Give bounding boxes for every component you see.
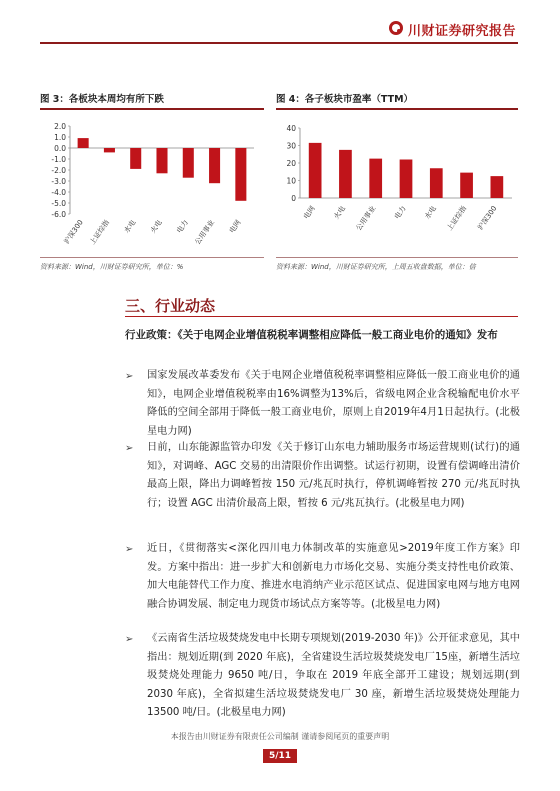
footer-disclaimer: 本报告由川财证券有限责任公司编制 谨请参阅尾页的重要声明 — [170, 732, 390, 741]
figure4-source: 资料来源：Wind，川财证券研究所，上周五收盘数据，单位：倍 — [276, 263, 476, 271]
x-tick-label: 火电 — [149, 218, 164, 235]
bar — [400, 160, 413, 199]
bar — [209, 148, 220, 183]
figure4-top-rule — [276, 108, 518, 110]
x-tick-label: 上证综指 — [88, 218, 112, 247]
x-tick-label: 沪深300 — [476, 204, 499, 232]
header-brand: 川财证券研究报告 — [408, 24, 517, 39]
figure4-bottom-rule — [276, 257, 518, 258]
bar — [183, 148, 194, 178]
bar — [156, 148, 167, 173]
figure3-bottom-rule — [40, 257, 264, 258]
y-tick-label: 10 — [286, 176, 296, 186]
page-number: 5/11 — [263, 749, 297, 763]
y-tick-label: -5.0 — [51, 199, 66, 208]
x-tick-label: 电网 — [227, 218, 243, 235]
bullet-item-4: 《云南省生活垃圾焚烧发电中长期专项规划(2019-2030 年)》公开征求意见，其中指出：规划近期(到 2020 年底)，全省建设生活垃圾焚烧发电厂15座，新增生活垃圾焚烧处理能力 9650 吨/日，争取在 2019 年底全部开工建设；规划远期(到 2030 年底)，全省拟建生活垃圾焚烧发电厂 30 座，新增生活垃圾焚烧处理能力 13500 吨/日。(北极星电力网) — [147, 633, 520, 718]
x-tick-label: 电力 — [175, 218, 190, 235]
x-tick-label: 公用事业 — [193, 218, 217, 247]
figure3-chart — [40, 112, 264, 254]
header-rule — [40, 42, 518, 44]
section-title: 三、行业动态 — [125, 297, 216, 315]
y-tick-label: -4.0 — [51, 188, 66, 197]
y-tick-label: 0 — [291, 194, 296, 203]
bar — [460, 173, 473, 198]
bar — [78, 138, 89, 148]
bar — [339, 150, 352, 198]
bar — [369, 159, 382, 198]
y-tick-label: -2.0 — [51, 166, 66, 175]
bullet-arrow-icon: ➢ — [125, 634, 134, 645]
figure3-source: 资料来源：Wind，川财证券研究所，单位：% — [40, 263, 184, 271]
bullet-item-2: 日前，山东能源监管办印发《关于修订山东电力辅助服务市场运营规则(试行)的通知》，对调峰、AGC 交易的出清限价作出调整。试运行初期，设置有偿调峰出清价最高上限，降出力调峰暂按 150 元/兆瓦时执行，停机调峰暂按 270 元/兆瓦时执行；设置 AGC 出清价最高上限，暂按 6 元/兆瓦执行。(北极星电力网) — [147, 442, 520, 509]
bar — [490, 176, 503, 198]
y-tick-label: 2.0 — [54, 122, 66, 131]
figure4-chart — [276, 112, 518, 254]
y-tick-label: 30 — [286, 141, 296, 151]
x-tick-label: 水电 — [122, 218, 138, 235]
bullet-arrow-icon: ➢ — [125, 443, 134, 454]
bar — [130, 148, 141, 169]
x-tick-label: 水电 — [423, 204, 438, 221]
bar — [430, 168, 443, 198]
x-tick-label: 公用事业 — [354, 204, 378, 233]
y-tick-label: 1.0 — [54, 133, 66, 142]
y-tick-label: -1.0 — [51, 155, 66, 164]
bullet-item-1: 国家发展改革委发布《关于电网企业增值税税率调整相应降低一般工商业电价的通知》，电网企业增值税税率由16%调整为13%后，省级电网企业含税输配电价水平降低的空间全部用于降低一般工商业电价，原则上自2019年4月1日起执行。(北极星电力网) — [147, 370, 520, 437]
x-tick-label: 电力 — [393, 204, 408, 221]
policy-heading: 行业政策：《关于电网企业增值税税率调整相应降低一般工商业电价的通知》发布 — [125, 329, 498, 341]
figure4-title: 图 4：各子板块市盈率（TTM） — [276, 94, 414, 105]
bar — [104, 148, 115, 152]
y-tick-label: 0.0 — [54, 144, 66, 153]
y-tick-label: 20 — [286, 159, 296, 168]
bullet-item-3: 近日，《贯彻落实<深化四川电力体制改革的实施意见>2019年度工作方案》印发。方案中指出：进一步扩大和创新电力市场化交易、实施分类支持性电价政策、加大电能替代工作力度、推进水电消纳产业示范区试点、促进国家电网与地方电网融合协调发展、制定电力现货市场试点方案等等。(北极星电力网) — [147, 543, 520, 610]
x-tick-label: 上证综指 — [445, 204, 469, 233]
figure3-title: 图 3：各板块本周均有所下跌 — [40, 94, 164, 105]
y-tick-label: -6.0 — [51, 210, 66, 219]
y-tick-label: -3.0 — [51, 177, 66, 186]
company-logo-icon — [389, 21, 403, 35]
figure3-top-rule — [40, 108, 264, 110]
bar — [235, 148, 246, 201]
x-tick-label: 电网 — [302, 204, 317, 221]
bullet-arrow-icon: ➢ — [125, 544, 134, 555]
bullet-arrow-icon: ➢ — [125, 371, 134, 382]
bar — [309, 143, 322, 198]
x-tick-label: 火电 — [332, 204, 348, 221]
x-tick-label: 沪深300 — [62, 218, 85, 246]
section-rule — [125, 316, 518, 317]
y-tick-label: 40 — [286, 124, 296, 133]
